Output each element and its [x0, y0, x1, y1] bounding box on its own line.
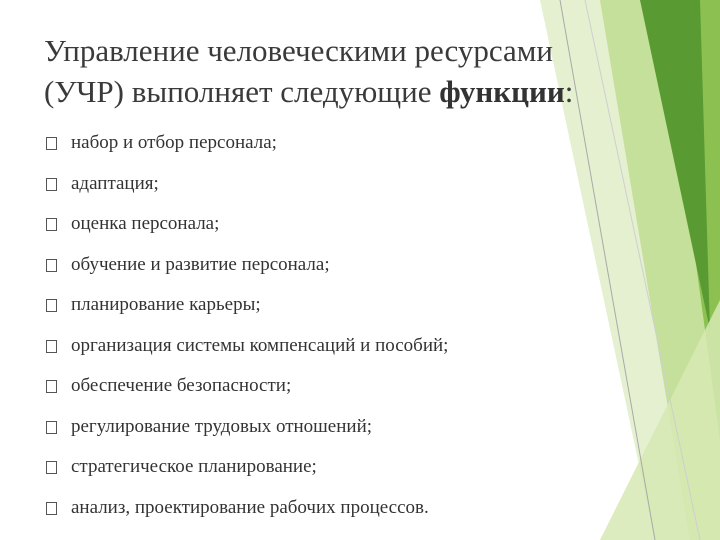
- list-item: [46, 171, 606, 212]
- list-item-text: адаптация;: [71, 172, 159, 194]
- empty-checkbox-icon: [46, 421, 57, 434]
- title-line-2-bold: функции: [439, 74, 565, 109]
- list-item: [46, 373, 606, 414]
- empty-checkbox-icon: [46, 178, 57, 191]
- list-item-text: организация системы компенсаций и пособий;: [71, 334, 449, 356]
- empty-checkbox-icon: [46, 218, 57, 231]
- list-item-text: обучение и развитие персонала;: [71, 253, 330, 275]
- list-item-text: анализ, проектирование рабочих процессов.: [71, 496, 429, 518]
- list-item: [46, 454, 606, 495]
- title-line-1: Управление человеческими ресурсами: [44, 33, 553, 68]
- list-item-text: оценка персонала;: [71, 213, 220, 234]
- list-item: [46, 414, 606, 455]
- empty-checkbox-icon: [46, 502, 57, 515]
- list-item-text: обеспечение безопасности;: [71, 375, 292, 396]
- list-item: [46, 252, 606, 293]
- list-item-text: планирование карьеры;: [71, 294, 261, 315]
- empty-checkbox-icon: [46, 461, 57, 474]
- empty-checkbox-icon: [46, 259, 57, 272]
- title-line-2-suffix: :: [564, 74, 574, 109]
- list-item: [46, 495, 606, 536]
- empty-checkbox-icon: [46, 299, 57, 312]
- empty-checkbox-icon: [46, 340, 57, 353]
- title-line-2-prefix: (УЧР) выполняет следующие: [44, 74, 440, 109]
- list-item: [46, 211, 606, 252]
- list-item-text: регулирование трудовых отношений;: [71, 415, 373, 437]
- list-item-text: стратегическое планирование;: [71, 456, 317, 477]
- functions-list: [46, 130, 606, 535]
- list-item: [46, 292, 606, 333]
- list-item: [46, 333, 606, 374]
- empty-checkbox-icon: [46, 380, 57, 393]
- list-item-text: набор и отбор персонала;: [71, 132, 277, 153]
- list-item: [46, 130, 606, 171]
- empty-checkbox-icon: [46, 137, 57, 150]
- slide-title: [44, 30, 684, 112]
